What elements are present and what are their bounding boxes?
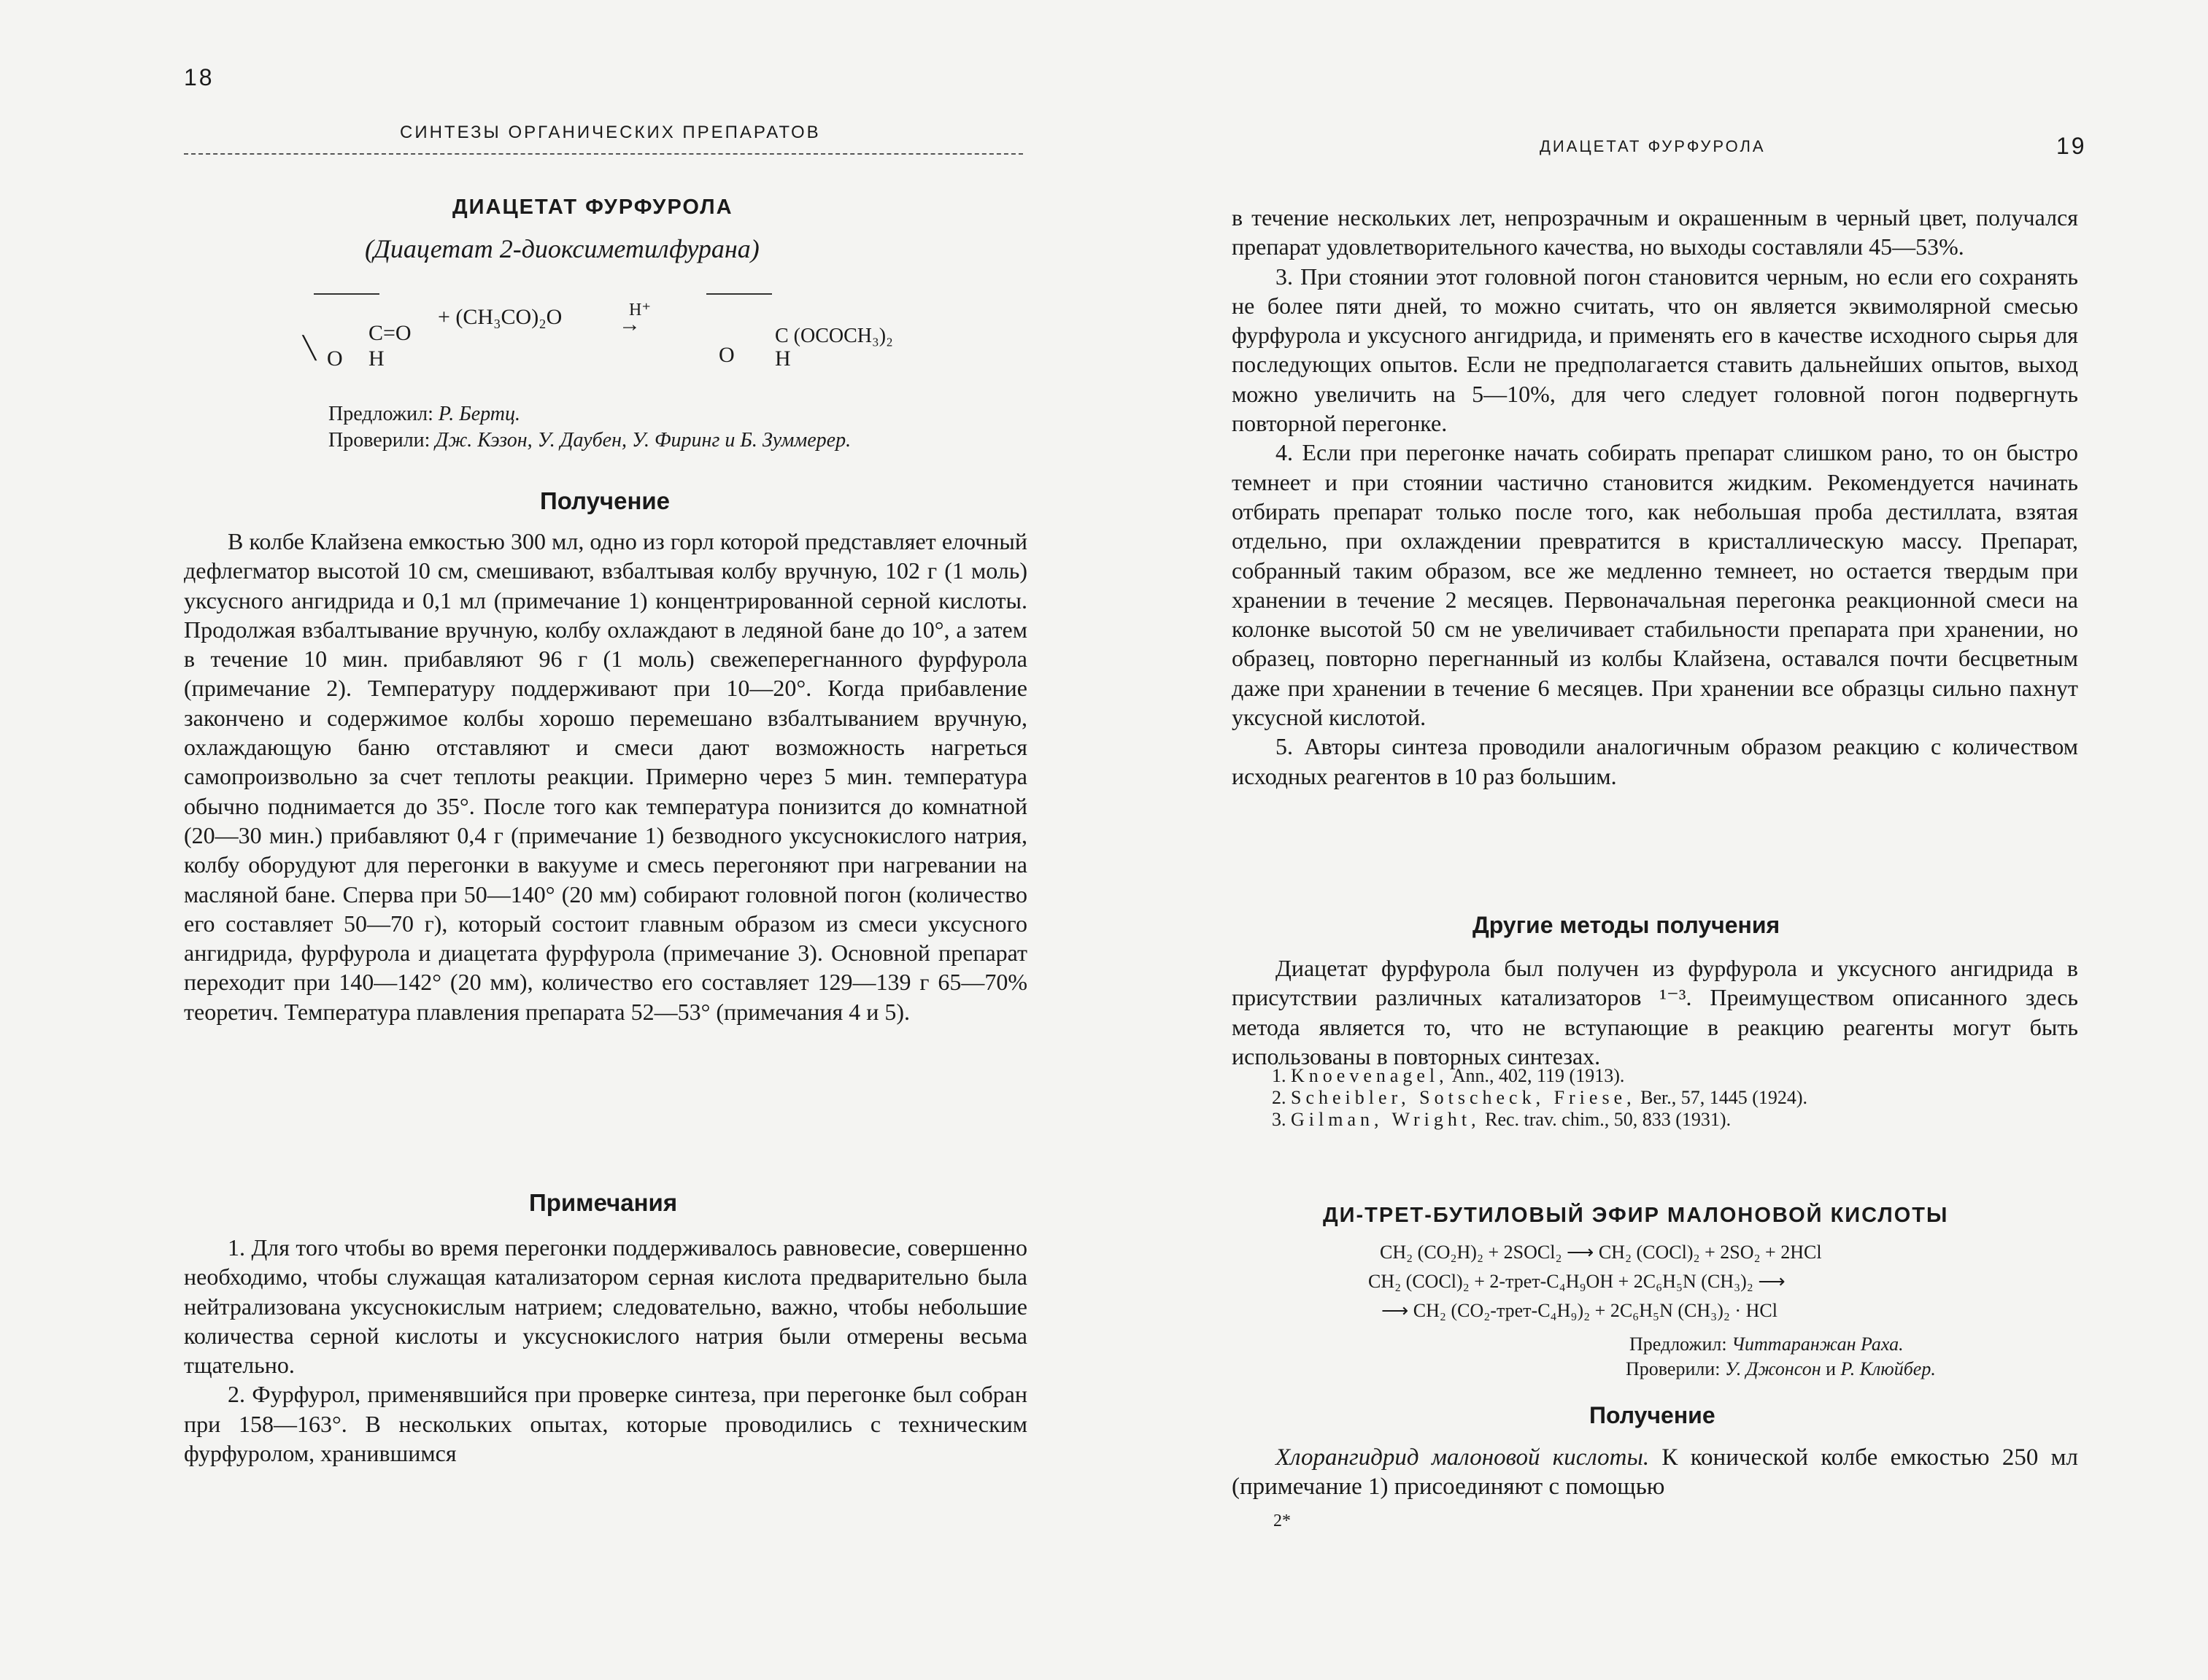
proposed-by-2: Читтаранжан Раха. bbox=[1732, 1333, 1904, 1355]
left-page bbox=[0, 0, 1095, 1680]
product-h: H bbox=[775, 347, 791, 371]
reference-number: 1. bbox=[1272, 1065, 1286, 1086]
note-3: 3. При стоянии этот головной погон становится черным, но если его сохранять не более пяти дней, то можно считать, что он является эквимолярной смесью фурфурола и уксусного ангидрида, и применять его в качестве исходного сырья для последующих опытов. Если не предполагается ставить дальнейших опытов, выход можно увеличить на 5—10%, для чего следует головной погон подвергнуть повторной перегонке. bbox=[1232, 263, 2078, 437]
reference-number: 3. bbox=[1272, 1109, 1286, 1130]
article-title: ДИАЦЕТАТ ФУРФУРОЛА bbox=[452, 196, 733, 219]
checked-by-2b: Р. Клюйбер. bbox=[1840, 1358, 1936, 1379]
preparation-body bbox=[184, 527, 1027, 1026]
references-list bbox=[1272, 1065, 2074, 1131]
running-header-right: ДИАЦЕТАТ ФУРФУРОЛА bbox=[1540, 137, 1766, 155]
reference-citation: Ber., 57, 1445 (1924). bbox=[1640, 1087, 1808, 1108]
note-5: 5. Авторы синтеза проводили аналогичным образом реакцию с количеством исходных реагентов в 10 раз большим. bbox=[1232, 733, 2078, 789]
running-header: СИНТЕЗЫ ОРГАНИЧЕСКИХ ПРЕПАРАТОВ bbox=[400, 123, 821, 142]
reference-author: Scheibler, Sotscheck, Friese, bbox=[1291, 1087, 1636, 1108]
reactant-group: C=O bbox=[368, 321, 412, 345]
catalyst: H⁺ bbox=[629, 301, 651, 320]
note-2-continued: в течение нескольких лет, непрозрачным и окрашенным в черный цвет, получался препарат удовлетворительного качества, но выходы составляли 45—53%. bbox=[1232, 204, 2078, 260]
preparation-2-paragraph bbox=[1232, 1443, 2078, 1502]
furan-bond: ╲ bbox=[303, 336, 317, 360]
reactant-h: H bbox=[368, 347, 385, 371]
note-1: 1. Для того чтобы во время перегонки поддерживалось равновесие, совершенно необходимо, чтобы служащая катализатором серная кислота предварительно была нейтрализована уксуснокислым натрием; следовательно, важно, чтобы небольшие количества серной кислоты и уксуснокислого натрия были отмерены весьма тщательно. bbox=[184, 1234, 1027, 1379]
reference-number: 2. bbox=[1272, 1087, 1286, 1108]
equation-3: ⟶ CH₂ (CO₂-трет-C₄H₉)₂ + 2C₆H₅N (CH₃)₂ · HCl bbox=[1381, 1300, 1777, 1321]
page-number-right: 19 bbox=[2056, 133, 2087, 159]
proposed-line-2 bbox=[1629, 1333, 1904, 1355]
preparation-2-body bbox=[1232, 1443, 2078, 1502]
notes-body bbox=[184, 1233, 1027, 1468]
section-preparation: Получение bbox=[540, 487, 671, 514]
reference-citation: Ann., 402, 119 (1913). bbox=[1451, 1065, 1625, 1086]
proposed-label-2: Предложил: bbox=[1629, 1333, 1727, 1355]
checked-by: Дж. Кэзон, У. Даубен, У. Фиринг и Б. Зуммерер. bbox=[435, 429, 852, 452]
proposed-label: Предложил: bbox=[328, 403, 433, 425]
reactant-o: O bbox=[327, 347, 343, 371]
signature-mark: 2* bbox=[1273, 1511, 1291, 1530]
preparation-2-lead: Хлорангидрид малоновой кислоты. bbox=[1275, 1444, 1650, 1471]
equation-1: CH₂ (CO₂H)₂ + 2SOCl₂ ⟶ CH₂ (COCl)₂ + 2SO₂ + 2HCl bbox=[1380, 1242, 1822, 1263]
checked-label: Проверили: bbox=[328, 429, 431, 452]
product-group: C (OCOCH₃)₂ bbox=[775, 325, 893, 347]
note-2: 2. Фурфурол, применявшийся при проверке синтеза, при перегонке был собран при 158—163°. В нескольких опытах, которые проводились с техническим фурфуролом, хранившимся bbox=[184, 1381, 1027, 1467]
proposed-by: Р. Бертц. bbox=[438, 403, 520, 425]
section-notes: Примечания bbox=[529, 1189, 678, 1216]
proposed-line bbox=[328, 403, 520, 426]
reference-author: Gilman, Wright, bbox=[1291, 1109, 1481, 1130]
note-4: 4. Если при перегонке начать собирать препарат слишком рано, то он быстро темнеет и при стоянии частично становится жидким. Рекомендуется начинать отбирать препарат только после того, как небольшая проба дестиллата, взятая отдельно, при охлаждении превратится в кристаллическую массу. Препарат, собранный таким образом, все же медленно темнеет, но остается твердым при хранении в течение 2 месяцев. Первоначальная перегонка реакционной смеси на колонке высотой 50 см не увеличивает стабильности препарата при хранении, но образец, повторно перегнанный из колбы Клайзена, оставался почти бесцветным даже при хранении в течение 6 месяцев. При хранении все образцы сильно пахнут уксусной кислотой. bbox=[1232, 439, 2078, 731]
other-methods-body bbox=[1232, 953, 2078, 1071]
product-o: O bbox=[719, 343, 735, 367]
notes-continued bbox=[1232, 203, 2078, 791]
checked-line bbox=[328, 429, 851, 452]
equation-2: CH₂ (COCl)₂ + 2-трет-C₄H₉OH + 2C₆H₅N (CH₃)₂ ⟶ bbox=[1368, 1271, 1786, 1292]
preparation-paragraph: В колбе Клайзена емкостью 300 мл, одно из горл которой представляет елочный дефлегматор высотой 10 см, смешивают, взбалтывая колбу вручную, 102 г (1 моль) уксусного ангидрида и 0,1 мл (примечание 1) концентрированной серной кислоты. Продолжая взбалтывание вручную, колбу охлаждают в ледяной бане до 10°, а затем в течение 10 мин. прибавляют 96 г (1 моль) свежеперегнанного фурфурола (примечание 2). Температуру поддерживают при 10—20°. Когда прибавление закончено и содержимое колбы хорошо перемешано взбалтыванием вручную, охлаждающую баню отставляют и смеси дают возможность нагреться самопроизвольно за счет теплоты реакции. Примерно через 5 мин. температура обычно поднимается до 35°. После того как температура понизится до комнатной (20—30 мин.) прибавляют 0,4 г (примечание 1) безводного уксуснокислого натрия, колбу оборудуют для перегонки в вакууме и смесь перегоняют при нагревании на масляной бане. Сперва при 50—140° (20 мм) собирают головной погон (количество его составляет 50—70 г), который состоит главным образом из смеси уксусного ангидрида, фурфурола и диацетата фурфурола (примечание 3). Основной препарат переходит при 140—142° (20 мм), количество его составляет 129—139 г 65—70% теоретич. Температура плавления препарата 52—53° (примечания 4 и 5). bbox=[184, 528, 1027, 1025]
reference-item bbox=[1272, 1109, 2074, 1131]
checked-line-2 bbox=[1626, 1358, 1936, 1380]
header-rule bbox=[184, 153, 1023, 155]
reaction-arrow: → bbox=[619, 312, 641, 336]
reference-item bbox=[1272, 1087, 2074, 1109]
checked-label-2: Проверили: bbox=[1626, 1358, 1721, 1379]
checked-by-2a: У. Джонсон bbox=[1724, 1358, 1821, 1379]
article-subtitle: (Диацетат 2-диоксиметилфурана) bbox=[365, 234, 760, 263]
reference-item bbox=[1272, 1065, 2074, 1087]
other-methods-paragraph: Диацетат фурфурола был получен из фурфурола и уксусного ангидрида в присутствии различных катализаторов ¹⁻³. Преимуществом описанного здесь метода является то, что не вступающие в реакцию реагенты могут быть использованы в повторных синтезах. bbox=[1232, 955, 2078, 1069]
right-page bbox=[1104, 0, 2208, 1680]
furan-ring-line bbox=[314, 293, 379, 295]
reference-citation: Rec. trav. chim., 50, 833 (1931). bbox=[1485, 1109, 1732, 1130]
preparation-2-text: К конической колбе емкостью 250 мл (примечание 1) присоединяют с помощью bbox=[1232, 1444, 2078, 1501]
product-ring-line bbox=[706, 293, 772, 295]
checked-and: и bbox=[1826, 1358, 1837, 1379]
section-preparation-2: Получение bbox=[1589, 1402, 1715, 1428]
reference-author: Knoevenagel, bbox=[1291, 1065, 1448, 1086]
section-other-methods: Другие методы получения bbox=[1472, 912, 1780, 938]
article-title-2: ДИ-ТРЕТ-БУТИЛОВЫЙ ЭФИР МАЛОНОВОЙ КИСЛОТЫ bbox=[1323, 1204, 1949, 1227]
page-number: 18 bbox=[184, 64, 215, 90]
reagent: + (CH₃CO)₂O bbox=[438, 305, 563, 329]
